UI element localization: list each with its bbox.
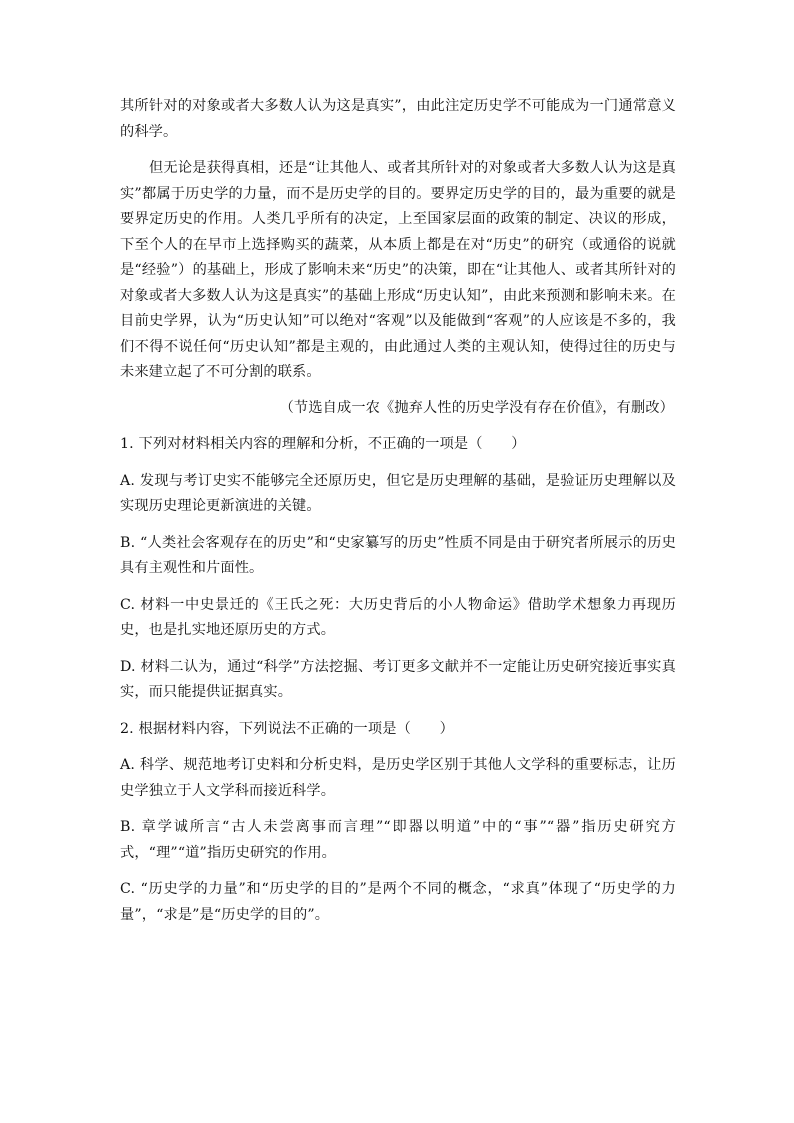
question-2-option-b: B. 章学诚所言“古人未尝离事而言理”“即器以明道”中的“事”“器”指历史研究方式，“理”“道”指历史研究的作用。 [120, 819, 676, 861]
passage-paragraph-1: 其所针对的对象或者大多数人认为这是真实”，由此注定历史学不可能成为一门通常意义的科学。 [120, 98, 676, 140]
question-1-option-b: B. “人类社会客观存在的历史”和“史家纂写的历史”性质不同是由于研究者所展示的历史具有主观性和片面性。 [120, 534, 676, 576]
question-1-option-c: C. 材料一中史景迁的《王氏之死：大历史背后的小人物命运》借助学术想象力再现历史，也是扎实地还原历史的方式。 [120, 596, 676, 638]
question-2-stem: 2. 根据材料内容，下列说法不正确的一项是（ ） [120, 720, 454, 737]
question-1-option-a: A. 发现与考订史实不能够完全还原历史，但它是历史理解的基础，是验证历史理解以及实现历史理论更新演进的关键。 [120, 472, 676, 514]
question-1-stem: 1. 下列对材料相关内容的理解和分析，不正确的一项是（ ） [120, 436, 526, 452]
passage-paragraph-2: 但无论是获得真相，还是“让其他人、或者其所针对的对象或者大多数人认为这是真实”都属于历史学的力量，而不是历史学的目的。要界定历史学的目的，最为重要的就是要界定历史的作用。人类几乎所有的决定，上至国家层面的政策的制定、决议的形成，下至个人的在早市上选择购买的蔬菜，从本质上都是在对“历史”的研究（或通俗的说就是“经验”）的基础上，形成了影响未来“历史”的决策，即在“让其他人、或者其所针对的对象或者大多数人认为这是真实”的基础上形成“历史认知”，由此来预测和影响未来。在目前史学界，认为“历史认知”可以绝对“客观”以及能做到“客观”的人应该是不多的，我们不得不说任何“历史认知”都是主观的，由此通过人类的主观认知，使得过往的历史与未来建立起了不可分割的联系。 [120, 160, 676, 380]
question-1-option-d: D. 材料二认为，通过“科学”方法挖掘、考订更多文献并不一定能让历史研究接近事实真实，而只能提供证据真实。 [120, 658, 676, 700]
question-2-option-a: A. 科学、规范地考订史料和分析史料，是历史学区别于其他人文学科的重要标志，让历史学独立于人文学科而接近科学。 [120, 757, 676, 799]
document-page [120, 94, 676, 928]
question-2-option-c: C. “历史学的力量”和“历史学的目的”是两个不同的概念，“求真”体现了“历史学的力量”，“求是”是“历史学的目的”。 [120, 881, 676, 923]
passage-source: （节选自成一农《抛弃人性的历史学没有存在价值》，有删改） [279, 399, 674, 416]
